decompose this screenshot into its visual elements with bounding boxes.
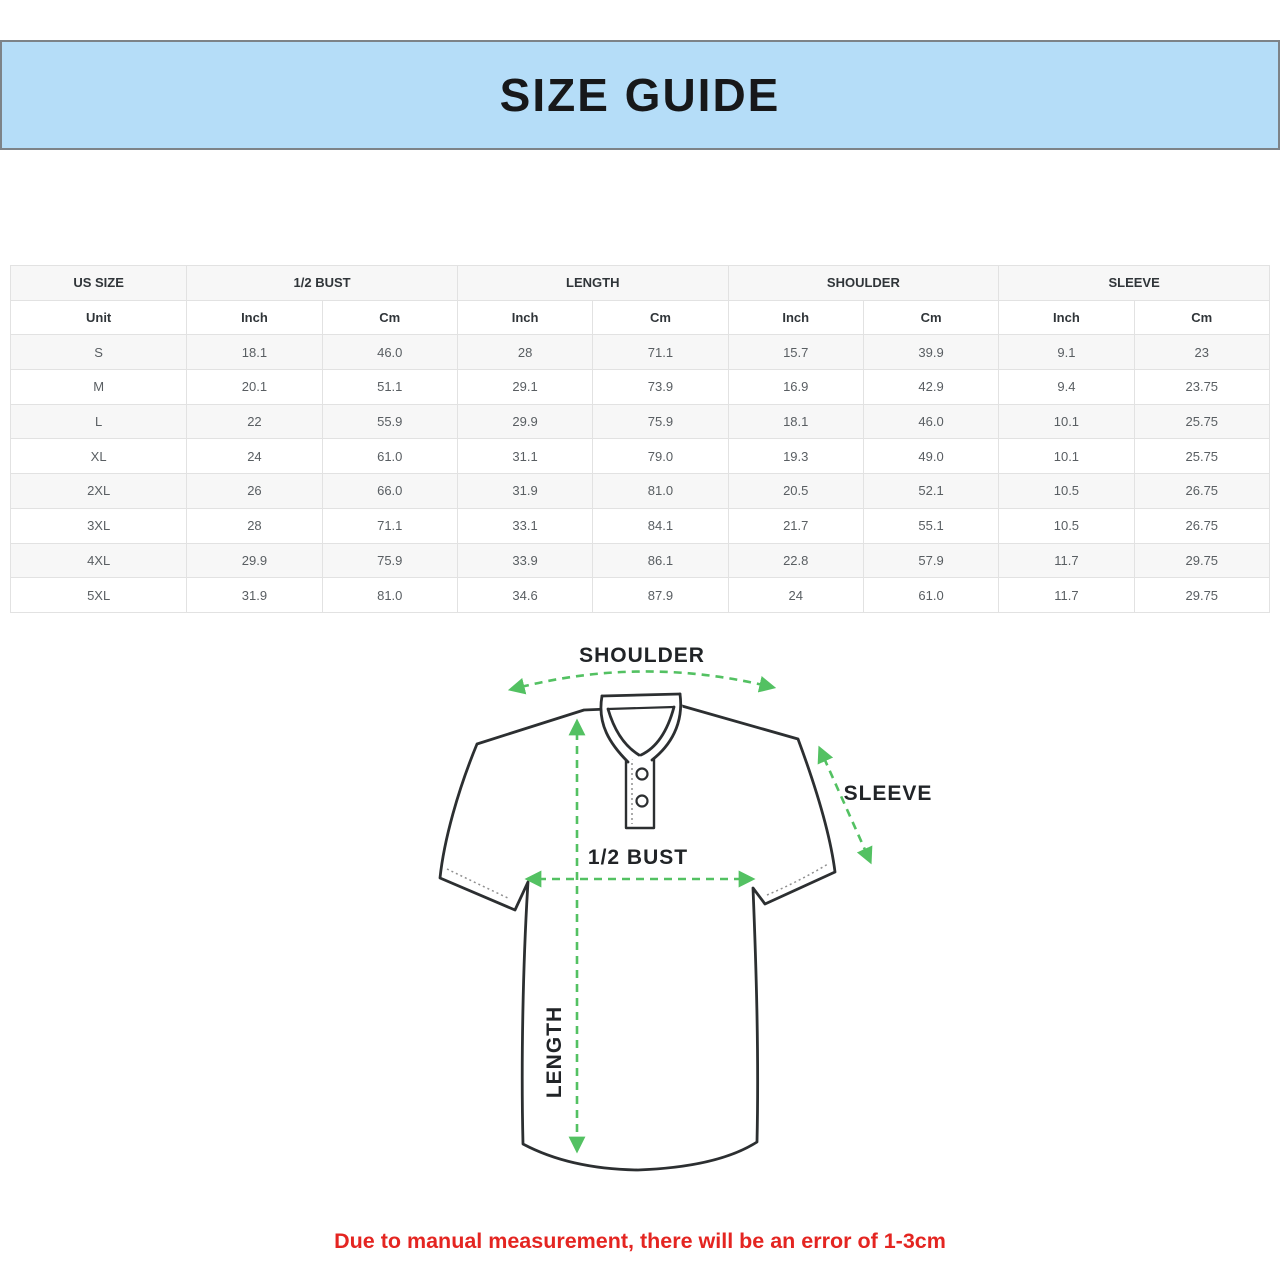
table-row bbox=[11, 335, 1270, 370]
table-cell: 51.1 bbox=[322, 370, 457, 405]
table-cell: 75.9 bbox=[322, 543, 457, 578]
sleeve-arrow-icon bbox=[824, 758, 866, 852]
sleeve-label: SLEEVE bbox=[843, 782, 933, 805]
table-group-header-row bbox=[11, 266, 1270, 301]
table-row bbox=[11, 370, 1270, 405]
table-cell: 28 bbox=[187, 508, 322, 543]
table-cell: 29.1 bbox=[457, 370, 592, 405]
button-icon bbox=[637, 769, 648, 780]
table-cell: 10.1 bbox=[999, 404, 1134, 439]
size-table bbox=[10, 265, 1270, 613]
table-unit-header-row bbox=[11, 300, 1270, 335]
unit-inch: Inch bbox=[187, 300, 322, 335]
table-row bbox=[11, 508, 1270, 543]
table-cell: 15.7 bbox=[728, 335, 863, 370]
page-title: SIZE GUIDE bbox=[499, 69, 781, 121]
table-cell: XL bbox=[11, 439, 187, 474]
table-cell: 71.1 bbox=[322, 508, 457, 543]
table-cell: 5XL bbox=[11, 578, 187, 613]
unit-header: Unit bbox=[11, 300, 187, 335]
table-cell: 10.5 bbox=[999, 474, 1134, 509]
length-label: LENGTH bbox=[543, 1005, 566, 1099]
shoulder-arrow-icon bbox=[521, 671, 763, 687]
table-cell: 22 bbox=[187, 404, 322, 439]
table-cell: 46.0 bbox=[863, 404, 998, 439]
col-header-length: LENGTH bbox=[457, 266, 728, 301]
table-cell: 49.0 bbox=[863, 439, 998, 474]
size-table-body bbox=[11, 335, 1270, 613]
table-cell: 86.1 bbox=[593, 543, 728, 578]
measurement-disclaimer: Due to manual measurement, there will be an error of 1-3cm bbox=[334, 1229, 946, 1253]
polo-shirt-diagram bbox=[420, 632, 940, 1212]
table-cell: 20.5 bbox=[728, 474, 863, 509]
table-cell: 2XL bbox=[11, 474, 187, 509]
table-cell: 31.9 bbox=[457, 474, 592, 509]
button-icon bbox=[637, 796, 648, 807]
table-cell: 25.75 bbox=[1134, 439, 1269, 474]
unit-inch: Inch bbox=[457, 300, 592, 335]
table-row bbox=[11, 404, 1270, 439]
unit-cm: Cm bbox=[863, 300, 998, 335]
table-cell: 29.9 bbox=[187, 543, 322, 578]
table-cell: 79.0 bbox=[593, 439, 728, 474]
table-cell: 23.75 bbox=[1134, 370, 1269, 405]
col-header-us-size: US SIZE bbox=[11, 266, 187, 301]
table-cell: 3XL bbox=[11, 508, 187, 543]
table-cell: 39.9 bbox=[863, 335, 998, 370]
table-cell: 10.1 bbox=[999, 439, 1134, 474]
table-cell: 9.1 bbox=[999, 335, 1134, 370]
table-cell: 31.9 bbox=[187, 578, 322, 613]
table-cell: 25.75 bbox=[1134, 404, 1269, 439]
table-cell: 42.9 bbox=[863, 370, 998, 405]
placket bbox=[626, 754, 654, 828]
table-cell: 55.1 bbox=[863, 508, 998, 543]
table-row bbox=[11, 439, 1270, 474]
table-cell: M bbox=[11, 370, 187, 405]
shoulder-label: SHOULDER bbox=[579, 644, 705, 667]
col-header-sleeve: SLEEVE bbox=[999, 266, 1270, 301]
table-cell: 81.0 bbox=[322, 578, 457, 613]
polo-shirt-outline bbox=[440, 694, 835, 1170]
table-cell: 24 bbox=[187, 439, 322, 474]
table-cell: 26.75 bbox=[1134, 508, 1269, 543]
table-cell: 19.3 bbox=[728, 439, 863, 474]
table-cell: 18.1 bbox=[728, 404, 863, 439]
table-cell: 29.75 bbox=[1134, 543, 1269, 578]
table-cell: 9.4 bbox=[999, 370, 1134, 405]
table-cell: 11.7 bbox=[999, 543, 1134, 578]
table-cell: 66.0 bbox=[322, 474, 457, 509]
table-cell: 26 bbox=[187, 474, 322, 509]
table-cell: 23 bbox=[1134, 335, 1269, 370]
table-cell: 61.0 bbox=[863, 578, 998, 613]
table-cell: 29.75 bbox=[1134, 578, 1269, 613]
table-cell: 24 bbox=[728, 578, 863, 613]
table-cell: 75.9 bbox=[593, 404, 728, 439]
table-cell: 4XL bbox=[11, 543, 187, 578]
unit-inch: Inch bbox=[999, 300, 1134, 335]
table-cell: 52.1 bbox=[863, 474, 998, 509]
col-header-half-bust: 1/2 BUST bbox=[187, 266, 458, 301]
table-row bbox=[11, 578, 1270, 613]
table-cell: 29.9 bbox=[457, 404, 592, 439]
table-cell: 20.1 bbox=[187, 370, 322, 405]
bust-label: 1/2 BUST bbox=[587, 846, 689, 869]
unit-cm: Cm bbox=[593, 300, 728, 335]
table-cell: 71.1 bbox=[593, 335, 728, 370]
table-cell: 28 bbox=[457, 335, 592, 370]
table-cell: 73.9 bbox=[593, 370, 728, 405]
table-cell: 46.0 bbox=[322, 335, 457, 370]
table-cell: S bbox=[11, 335, 187, 370]
unit-inch: Inch bbox=[728, 300, 863, 335]
table-cell: 81.0 bbox=[593, 474, 728, 509]
col-header-shoulder: SHOULDER bbox=[728, 266, 999, 301]
table-row bbox=[11, 474, 1270, 509]
table-cell: 84.1 bbox=[593, 508, 728, 543]
table-cell: 26.75 bbox=[1134, 474, 1269, 509]
table-cell: 16.9 bbox=[728, 370, 863, 405]
table-cell: 21.7 bbox=[728, 508, 863, 543]
unit-cm: Cm bbox=[322, 300, 457, 335]
table-cell: L bbox=[11, 404, 187, 439]
size-table-container bbox=[10, 265, 1270, 613]
unit-cm: Cm bbox=[1134, 300, 1269, 335]
table-cell: 33.9 bbox=[457, 543, 592, 578]
table-cell: 55.9 bbox=[322, 404, 457, 439]
table-row bbox=[11, 543, 1270, 578]
table-cell: 18.1 bbox=[187, 335, 322, 370]
table-cell: 33.1 bbox=[457, 508, 592, 543]
table-cell: 11.7 bbox=[999, 578, 1134, 613]
size-guide-banner bbox=[0, 40, 1280, 150]
table-cell: 87.9 bbox=[593, 578, 728, 613]
table-cell: 22.8 bbox=[728, 543, 863, 578]
table-cell: 34.6 bbox=[457, 578, 592, 613]
table-cell: 61.0 bbox=[322, 439, 457, 474]
table-cell: 10.5 bbox=[999, 508, 1134, 543]
table-cell: 57.9 bbox=[863, 543, 998, 578]
table-cell: 31.1 bbox=[457, 439, 592, 474]
